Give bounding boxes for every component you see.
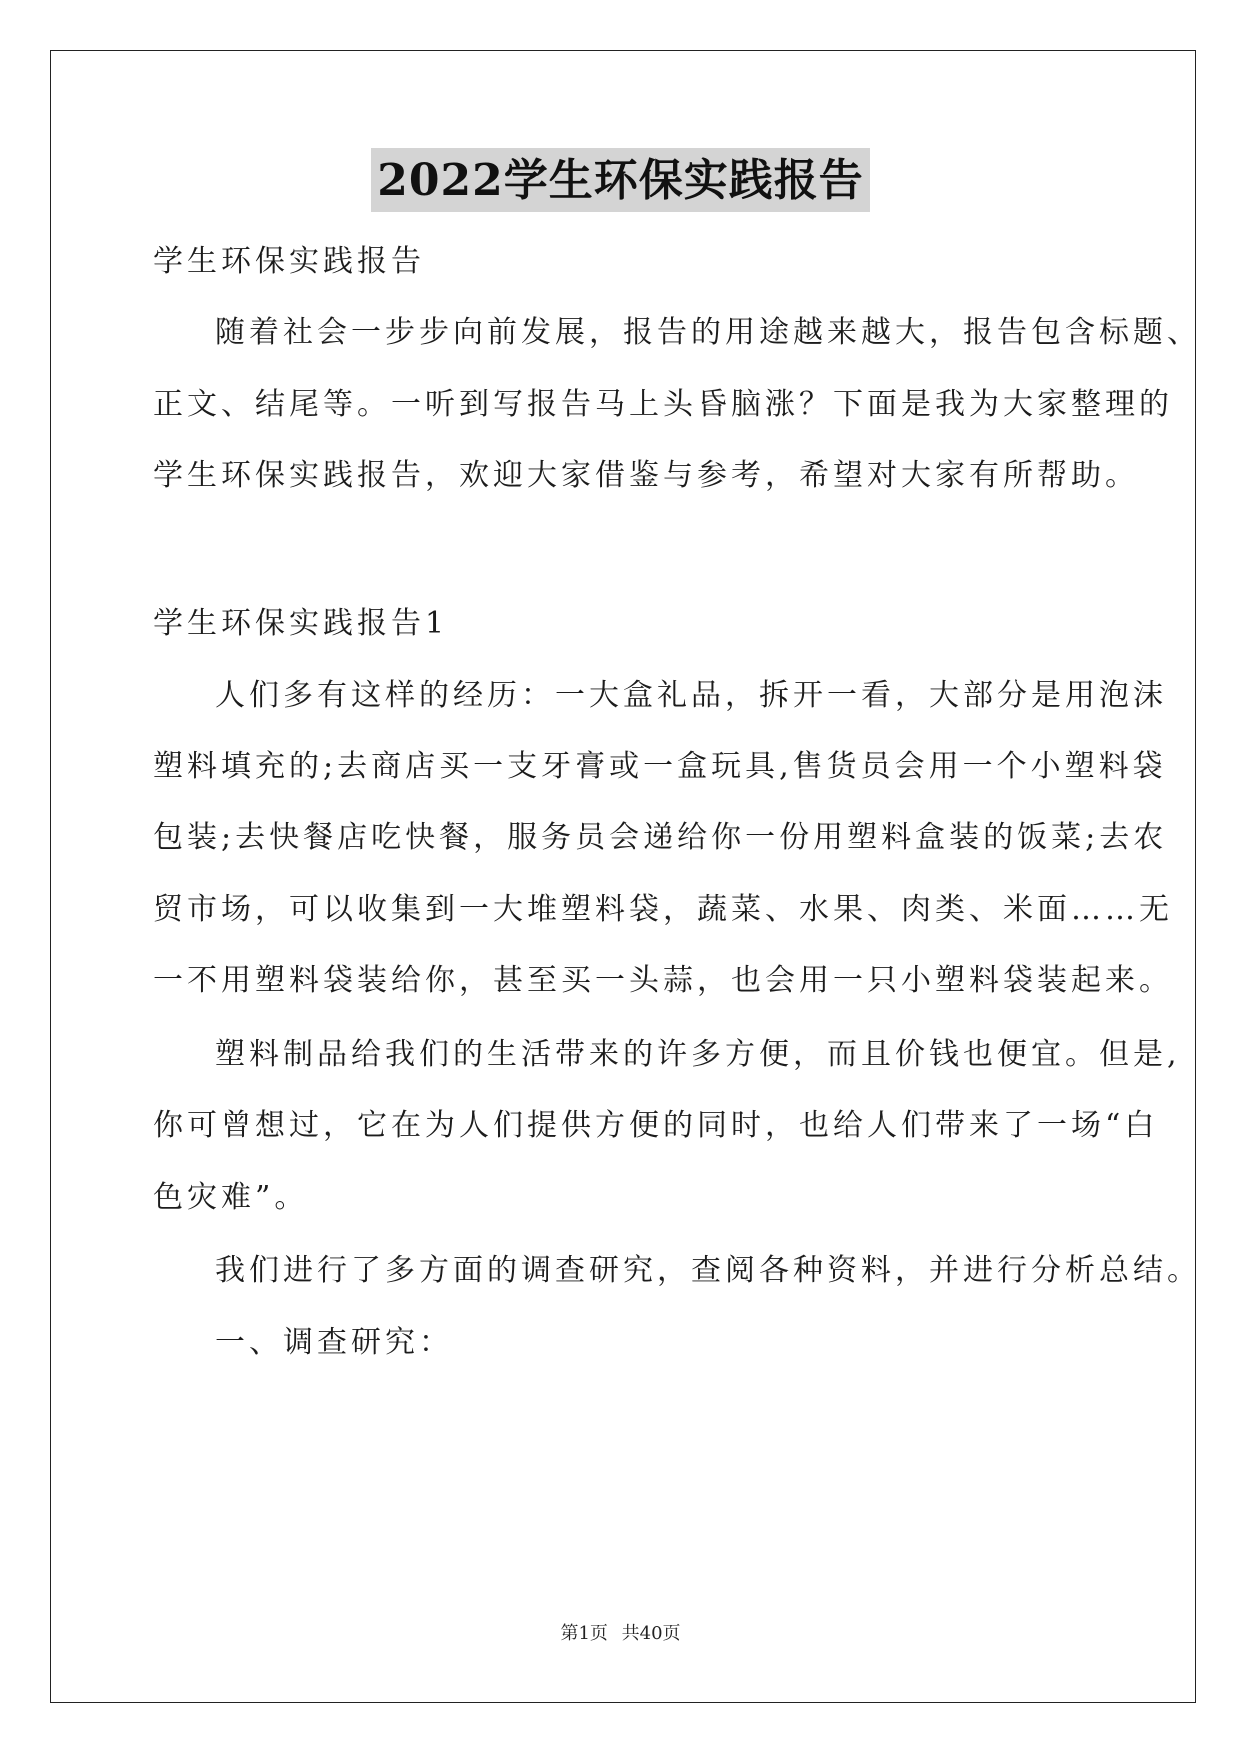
list-heading: 一、调查研究： xyxy=(215,1325,453,1360)
paragraph2-line-1: 塑料制品给我们的生活带来的许多方便，而且价钱也便宜。但是, xyxy=(215,1037,1181,1072)
intro-line-2: 正文、结尾等。一听到写报告马上头昏脑涨？下面是我为大家整理的 xyxy=(153,387,1173,422)
page-footer xyxy=(0,1622,1241,1646)
page-number: 第1页 xyxy=(560,1623,608,1644)
paragraph1-line-1: 人们多有这样的经历：一大盒礼品，拆开一看，大部分是用泡沫 xyxy=(215,678,1167,713)
paragraph1-line-3: 包装;去快餐店吃快餐，服务员会递给你一份用塑料盒装的饭菜;去农 xyxy=(153,820,1168,855)
section-heading: 学生环保实践报告1 xyxy=(153,606,449,641)
document-subtitle: 学生环保实践报告 xyxy=(153,244,425,279)
paragraph3: 我们进行了多方面的调查研究，查阅各种资料，并进行分析总结。 xyxy=(215,1253,1201,1288)
paragraph2-line-2: 你可曾想过，它在为人们提供方便的同时，也给人们带来了一场“白 xyxy=(153,1108,1159,1143)
intro-line-3: 学生环保实践报告，欢迎大家借鉴与参考，希望对大家有所帮助。 xyxy=(153,458,1139,493)
paragraph1-line-5: 一不用塑料袋装给你，甚至买一头蒜，也会用一只小塑料袋装起来。 xyxy=(153,963,1173,998)
page-border xyxy=(50,50,1201,1703)
paragraph2-line-3: 色灾难”。 xyxy=(153,1180,309,1215)
paragraph1-line-4: 贸市场，可以收集到一大堆塑料袋，蔬菜、水果、肉类、米面……无 xyxy=(153,892,1173,927)
intro-line-1: 随着社会一步步向前发展，报告的用途越来越大，报告包含标题、 xyxy=(215,315,1201,350)
page-total: 共40页 xyxy=(621,1623,681,1644)
document-title: 2022学生环保实践报告 xyxy=(371,148,869,212)
paragraph1-line-2: 塑料填充的;去商店买一支牙膏或一盒玩具,售货员会用一个小塑料袋 xyxy=(153,749,1167,784)
title-container xyxy=(0,148,1241,212)
